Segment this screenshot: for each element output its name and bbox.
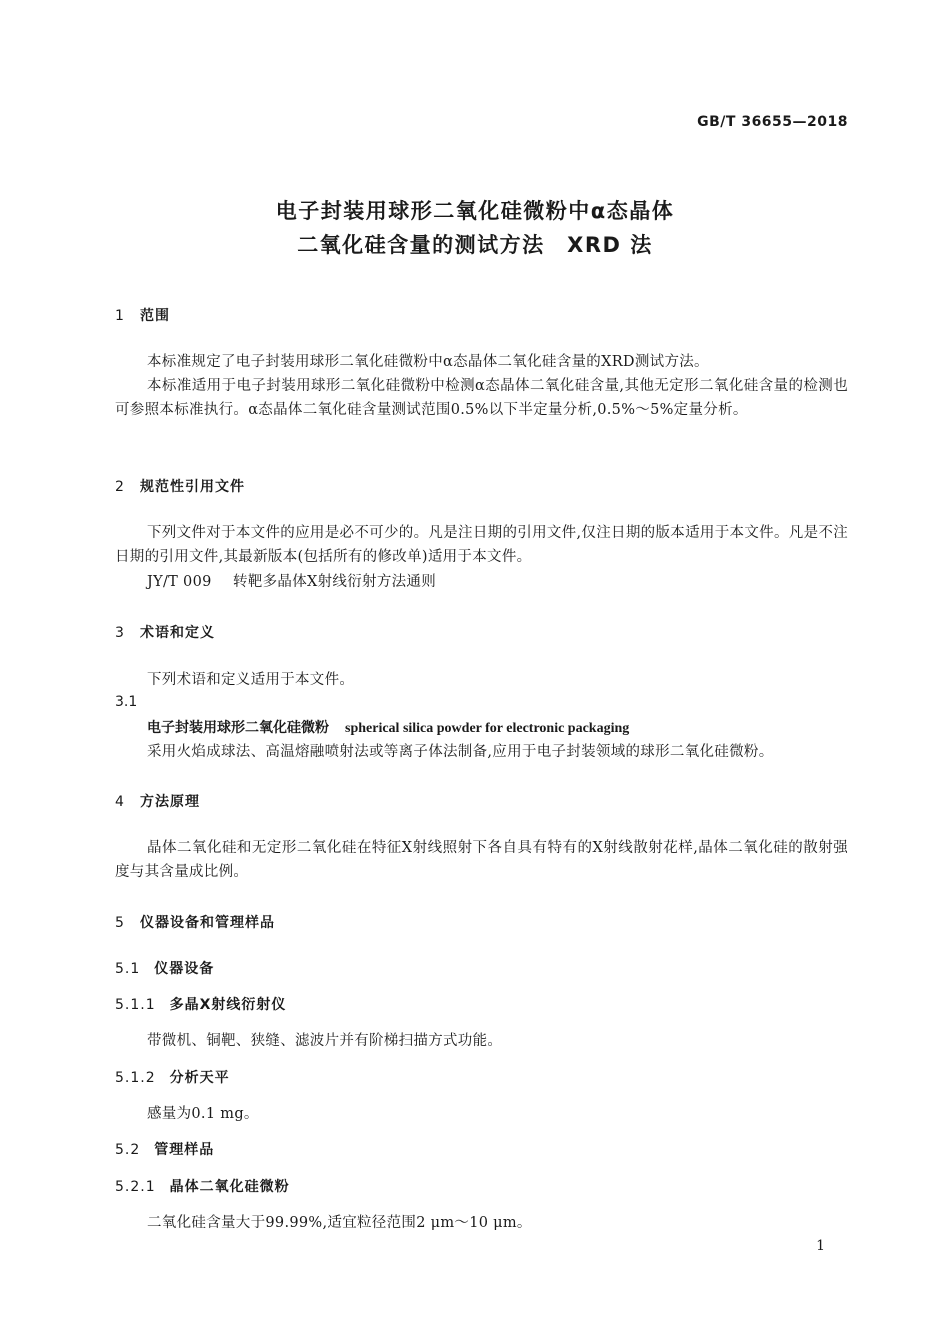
term-chinese: 电子封装用球形二氧化硅微粉 [147,720,329,736]
paragraph: 下列术语和定义适用于本文件。 [147,672,355,688]
section-5-heading [115,912,275,932]
subsection-number: 5.2 [115,1142,141,1158]
paragraph: 晶体二氧化硅和无定形二氧化硅在特征X射线照射下各自具有特有的X射线散射花样,晶体二氧化硅的散射强度与其含量成比例。 [115,840,848,880]
paragraph: 带微机、铜靶、狭缝、滤波片并有阶梯扫描方式功能。 [147,1033,503,1049]
reference-title: 转靶多晶体X射线衍射方法通则 [233,574,437,590]
subsection-5-1-1-heading [115,994,286,1014]
subsection-title: 管理样品 [154,1142,215,1158]
paragraph: 二氧化硅含量大于99.99%,适宜粒径范围2 μm～10 μm。 [147,1215,532,1231]
section-title: 方法原理 [140,794,200,810]
subsection-title: 仪器设备 [154,961,215,977]
section-4-heading [115,791,200,811]
subsection-number: 5.1.1 [115,997,156,1013]
subsection-5-2-heading [115,1139,214,1159]
subsection-title: 多晶X射线衍射仪 [169,997,287,1013]
normative-reference [147,570,436,591]
term-entry [147,717,629,737]
paragraph: 本标准规定了电子封装用球形二氧化硅微粉中α态晶体二氧化硅含量的XRD测试方法。 [147,354,709,370]
section-1-heading [115,305,170,325]
subsection-title: 晶体二氧化硅微粉 [169,1179,290,1195]
subsection-5-1-2-heading [115,1067,230,1087]
paragraph: 本标准适用于电子封装用球形二氧化硅微粉中检测α态晶体二氧化硅含量,其他无定形二氧化硅含量的检测也可参照本标准执行。α态晶体二氧化硅含量测试范围0.5%以下半定量分析,0.5%～5%定量分析。 [115,378,848,418]
paragraph: 感量为0.1 mg。 [147,1106,259,1122]
reference-code: JY/T 009 [147,574,212,590]
document-title-line1: 电子封装用球形二氧化硅微粉中α态晶体 [275,199,675,223]
subsection-title: 分析天平 [169,1070,230,1086]
document-title-line2: 二氧化硅含量的测试方法 XRD 法 [297,233,653,257]
section-number: 3 [115,625,125,641]
subsection-number: 5.2.1 [115,1179,156,1195]
term-english: spherical silica powder for electronic packaging [345,721,630,736]
section-number: 1 [115,308,125,324]
section-2-heading [115,476,245,496]
section-title: 术语和定义 [140,625,215,641]
subsection-5-1-heading [115,958,214,978]
standard-number: GB/T 36655—2018 [697,114,848,130]
subsection-5-2-1-heading [115,1176,290,1196]
subsection-number: 5.1.2 [115,1070,156,1086]
paragraph: 下列文件对于本文件的应用是必不可少的。凡是注日期的引用文件,仅注日期的版本适用于本文件。凡是不注日期的引用文件,其最新版本(包括所有的修改单)适用于本文件。 [115,525,848,565]
section-title: 范围 [140,308,170,324]
section-number: 4 [115,794,125,810]
section-number: 5 [115,915,125,931]
term-number: 3.1 [115,694,138,710]
section-title: 仪器设备和管理样品 [140,915,275,931]
term-definition: 采用火焰成球法、高温熔融喷射法或等离子体法制备,应用于电子封装领域的球形二氧化硅微粉。 [147,744,774,760]
page-number: 1 [816,1238,825,1254]
section-title: 规范性引用文件 [140,479,245,495]
subsection-number: 5.1 [115,961,141,977]
section-3-heading [115,622,215,642]
section-number: 2 [115,479,125,495]
